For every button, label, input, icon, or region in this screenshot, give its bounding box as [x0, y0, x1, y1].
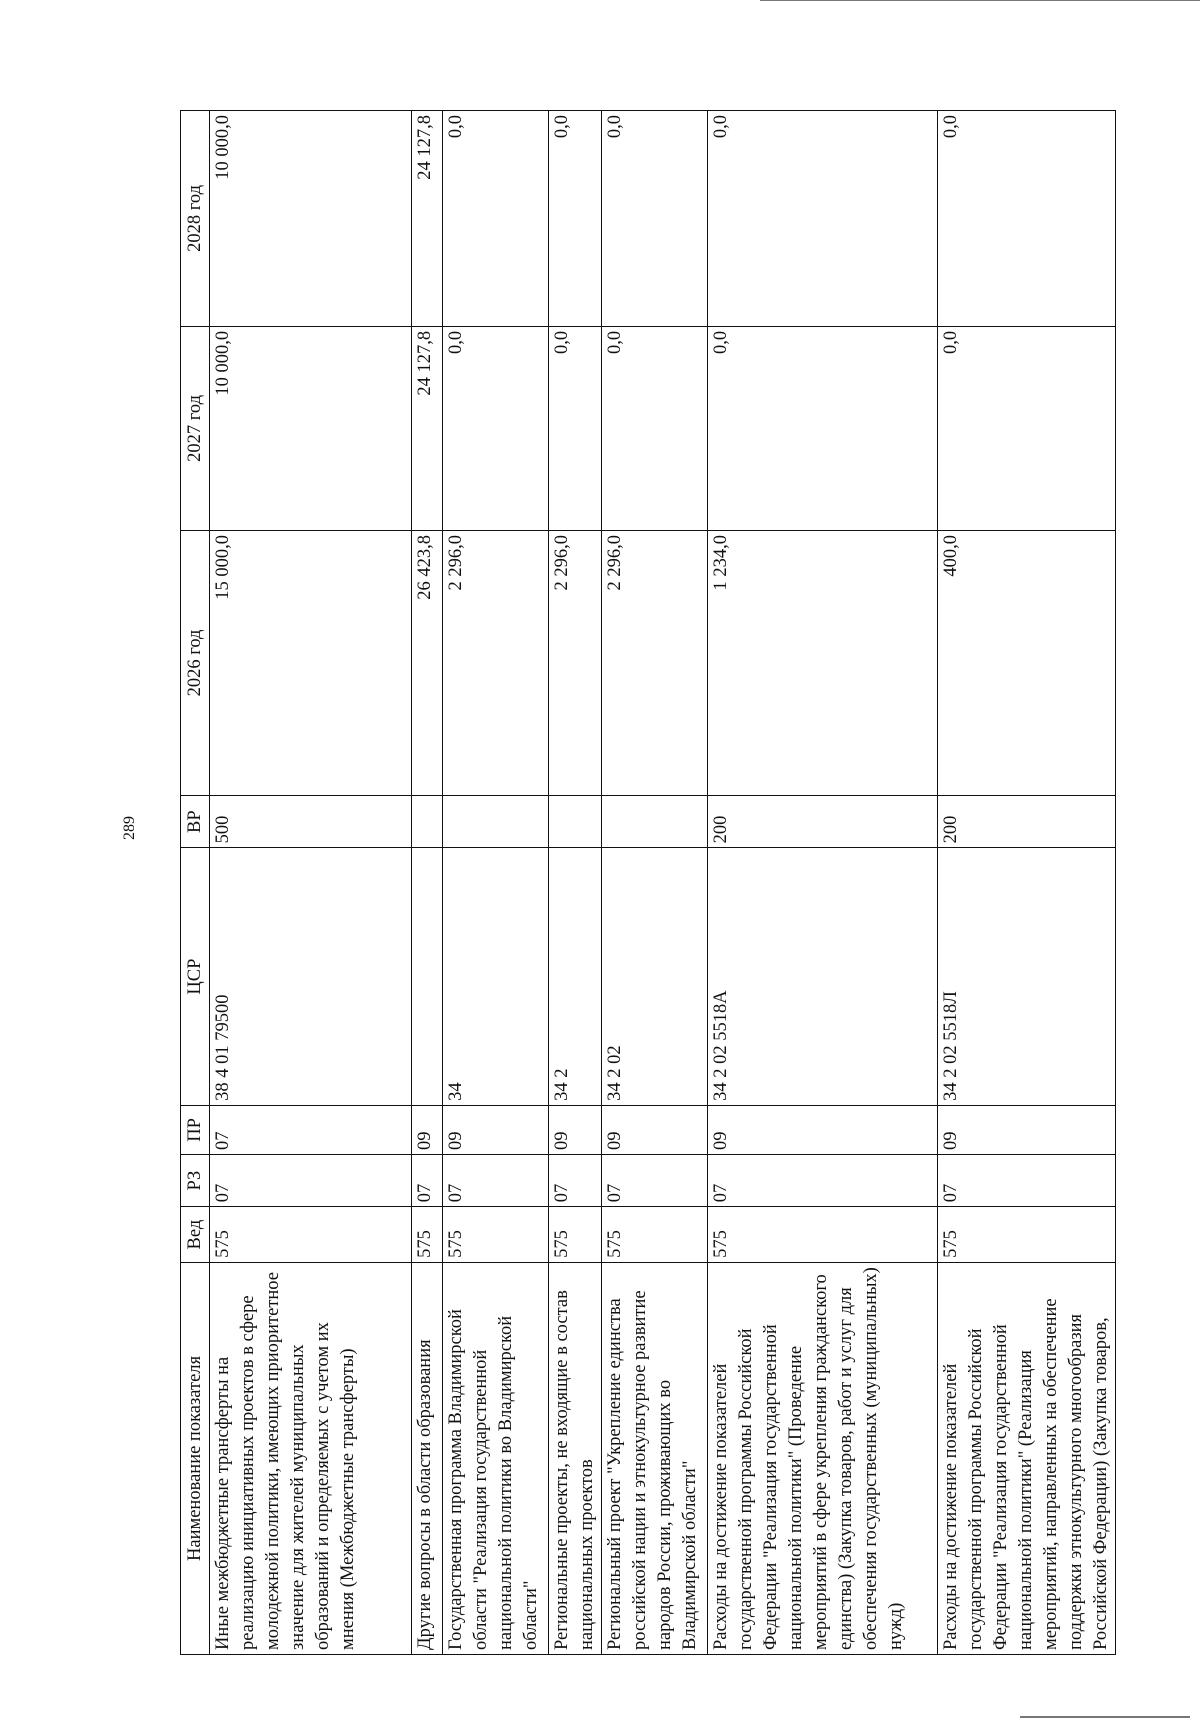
row-rz: 07 [938, 1154, 1116, 1206]
row-2026: 400,0 [938, 530, 1116, 795]
row-csr [412, 848, 443, 1106]
row-rz: 07 [412, 1154, 443, 1206]
header-csr: ЦСР [181, 848, 210, 1106]
row-2028: 0,0 [602, 111, 708, 327]
row-name: Иные межбюджетные трансферты на реализацию инициативных проектов в сфере молодежной политики, имеющих приоритетное значение для жителей муниципальных образований и определяемых с учетом их мнения (Межбюджетные трансферты) [210, 1262, 412, 1654]
row-rz: 07 [210, 1154, 412, 1206]
header-vr: ВР [181, 795, 210, 847]
row-csr: 34 2 02 5518А [708, 848, 938, 1106]
row-2027: 24 127,8 [412, 326, 443, 530]
row-2028: 10 000,0 [210, 111, 412, 327]
row-ved: 575 [549, 1207, 602, 1263]
header-ved: Вед [181, 1207, 210, 1263]
row-rz: 07 [708, 1154, 938, 1206]
row-2027: 0,0 [938, 326, 1116, 530]
table-row [412, 111, 443, 1655]
row-2027: 10 000,0 [210, 326, 412, 530]
table-row [443, 111, 549, 1655]
table-row [210, 111, 412, 1655]
row-name: Государственная программа Владимирской области "Реализация государственной национальной политики во Владимирской области" [443, 1262, 549, 1654]
row-2027: 0,0 [708, 326, 938, 530]
budget-table [180, 110, 1116, 1655]
row-csr: 38 4 01 79500 [210, 848, 412, 1106]
row-2028: 0,0 [549, 111, 602, 327]
table-row [708, 111, 938, 1655]
row-2026: 2 296,0 [443, 530, 549, 795]
row-csr: 34 2 02 [602, 848, 708, 1106]
row-ved: 575 [210, 1207, 412, 1263]
row-vr [443, 795, 549, 847]
header-pr: ПР [181, 1105, 210, 1154]
table-row [549, 111, 602, 1655]
table-row [938, 111, 1116, 1655]
row-name: Региональный проект "Укрепление единства российской нации и этнокультурное развитие народов России, проживающих во Владимирской области" [602, 1262, 708, 1654]
header-row [181, 111, 210, 1655]
page-number: 289 [121, 816, 138, 840]
row-name: Региональные проекты, не входящие в состав национальных проектов [549, 1262, 602, 1654]
row-2028: 24 127,8 [412, 111, 443, 327]
row-ved: 575 [708, 1207, 938, 1263]
rotated-table-wrapper [180, 110, 1110, 1655]
row-name: Другие вопросы в области образования [412, 1262, 443, 1654]
row-pr: 09 [549, 1105, 602, 1154]
row-2026: 2 296,0 [602, 530, 708, 795]
row-pr: 07 [210, 1105, 412, 1154]
row-rz: 07 [549, 1154, 602, 1206]
header-rz: РЗ [181, 1154, 210, 1206]
row-ved: 575 [443, 1207, 549, 1263]
row-name: Расходы на достижение показателей государственной программы Российской Федерации "Реализация государственной национальной политики" (Проведение мероприятий в сфере укрепления гражданского единства) (Закупка товаров, работ и услуг для обеспечения государственных (муниципальных) нужд) [708, 1262, 938, 1654]
row-vr: 200 [708, 795, 938, 847]
row-pr: 09 [938, 1105, 1116, 1154]
header-2026: 2026 год [181, 530, 210, 795]
row-vr [412, 795, 443, 847]
row-vr [602, 795, 708, 847]
header-2027: 2027 год [181, 326, 210, 530]
row-2027: 0,0 [602, 326, 708, 530]
row-pr: 09 [708, 1105, 938, 1154]
row-pr: 09 [412, 1105, 443, 1154]
row-rz: 07 [602, 1154, 708, 1206]
header-name: Наименование показателя [181, 1262, 210, 1654]
row-pr: 09 [602, 1105, 708, 1154]
row-rz: 07 [443, 1154, 549, 1206]
row-ved: 575 [938, 1207, 1116, 1263]
row-2028: 0,0 [708, 111, 938, 327]
scan-edge-line-top [760, 0, 1200, 1]
header-2028: 2028 год [181, 111, 210, 327]
scan-edge-line-bottom [1020, 1716, 1190, 1718]
row-ved: 575 [602, 1207, 708, 1263]
row-2028: 0,0 [938, 111, 1116, 327]
row-2026: 15 000,0 [210, 530, 412, 795]
row-name: Расходы на достижение показателей государственной программы Российской Федерации "Реализация государственной национальной политики" (Реализация мероприятий, направленных на обеспечение поддержки этнокультурного многообразия Российской Федерации) (Закупка товаров, [938, 1262, 1116, 1654]
table-row [602, 111, 708, 1655]
row-pr: 09 [443, 1105, 549, 1154]
row-2027: 0,0 [549, 326, 602, 530]
row-csr: 34 2 [549, 848, 602, 1106]
row-2028: 0,0 [443, 111, 549, 327]
row-2026: 26 423,8 [412, 530, 443, 795]
row-2026: 1 234,0 [708, 530, 938, 795]
row-2027: 0,0 [443, 326, 549, 530]
row-vr: 500 [210, 795, 412, 847]
row-vr [549, 795, 602, 847]
row-2026: 2 296,0 [549, 530, 602, 795]
row-ved: 575 [412, 1207, 443, 1263]
row-vr: 200 [938, 795, 1116, 847]
row-csr: 34 2 02 5518Л [938, 848, 1116, 1106]
row-csr: 34 [443, 848, 549, 1106]
